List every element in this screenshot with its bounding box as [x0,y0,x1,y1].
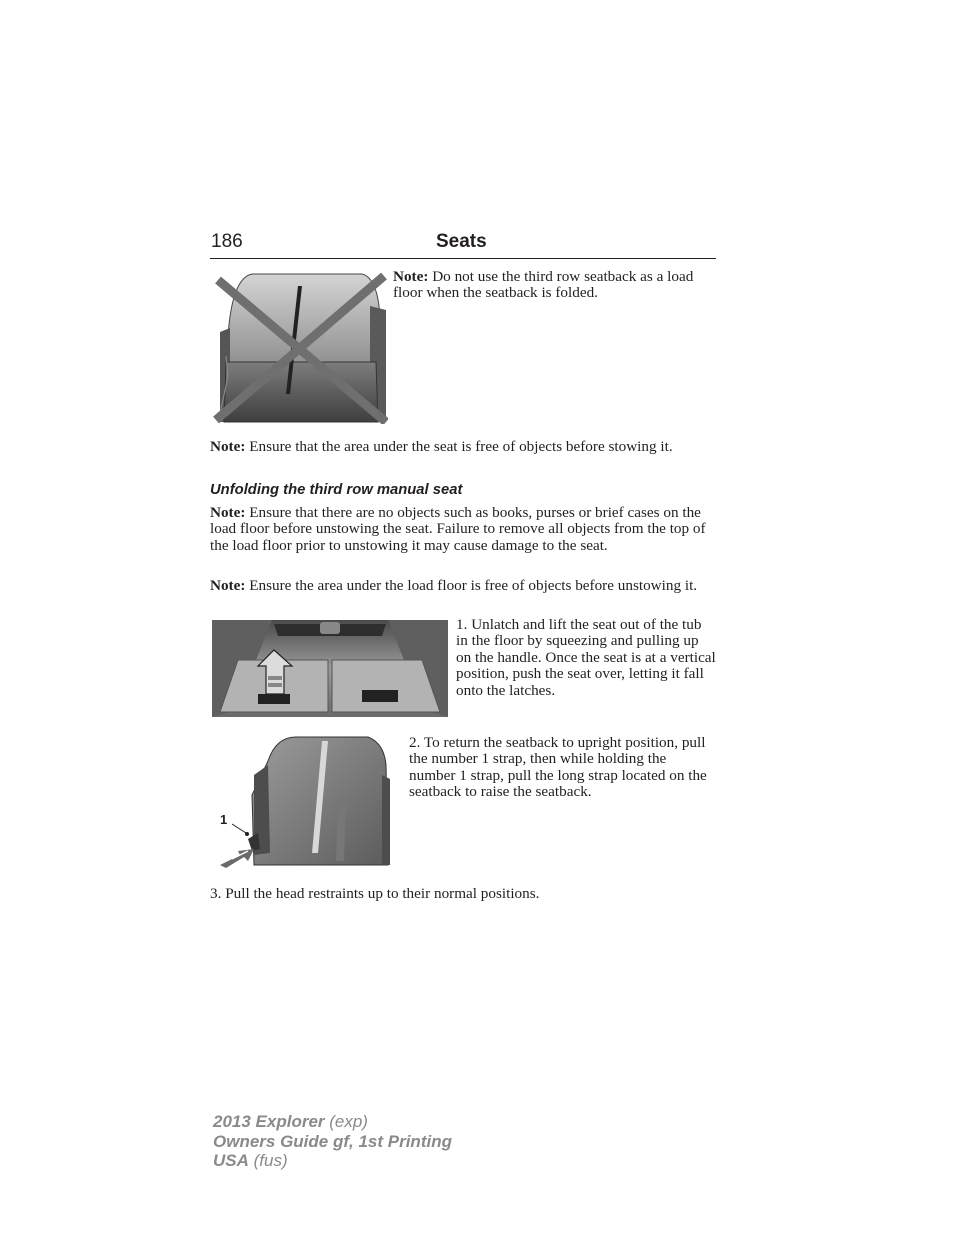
footer-line-1 [213,1112,452,1132]
note-seatback-load-floor [393,269,715,302]
seatback-strap-figure [218,735,390,868]
footer-market: USA [213,1151,249,1170]
header-rule [210,258,716,259]
step-1: 1. Unlatch and lift the seat out of the tub in the floor by squeezing and pulling up on the handle. Once the seat is at a vertical position, push the seat over, letting it fall onto the latches. [456,616,716,699]
load-floor-unlatch-figure [212,620,448,717]
footer-model: 2013 Explorer [213,1112,325,1131]
note-label: Note: [210,438,246,455]
note-label: Note: [210,577,246,594]
footer-line-3 [213,1151,452,1171]
page-number: 186 [211,231,243,252]
note-label: Note: [210,504,246,521]
footer-model-code: (exp) [324,1112,368,1131]
note-objects-on-load-floor [210,505,715,554]
step-2: 2. To return the seatback to upright position, pull the number 1 strap, then while holding the number 1 strap, pull the long strap located on the seatback to raise the seatback. [409,734,707,801]
note-label: Note: [393,268,429,285]
footer-line-2 [213,1132,452,1152]
callout-1: 1 [220,812,228,827]
note-text: Ensure that there are no objects such as books, purses or brief cases on the load floor before unstowing the seat. Failure to remove all objects from the top of the load floor prior to unstowing it may cause damage to the seat. [210,504,706,554]
footer-guide: Owners Guide gf, 1st Printing [213,1131,452,1151]
note-text: Ensure the area under the load floor is free of objects before unstowing it. [245,577,698,594]
note-text: Do not use the third row seatback as a load floor when the seatback is folded. [393,268,694,302]
note-area-under-load-floor [210,578,715,594]
note-area-under-seat [210,439,715,455]
footer-market-code: (fus) [248,1151,288,1170]
footer [213,1112,452,1171]
section-title: Seats [436,231,487,252]
folded-seat-crossed-figure [210,266,388,424]
note-text: Ensure that the area under the seat is free of objects before stowing it. [245,438,673,455]
subheading: Unfolding the third row manual seat [210,482,463,498]
step-3: 3. Pull the head restraints up to their normal positions. [210,885,540,902]
